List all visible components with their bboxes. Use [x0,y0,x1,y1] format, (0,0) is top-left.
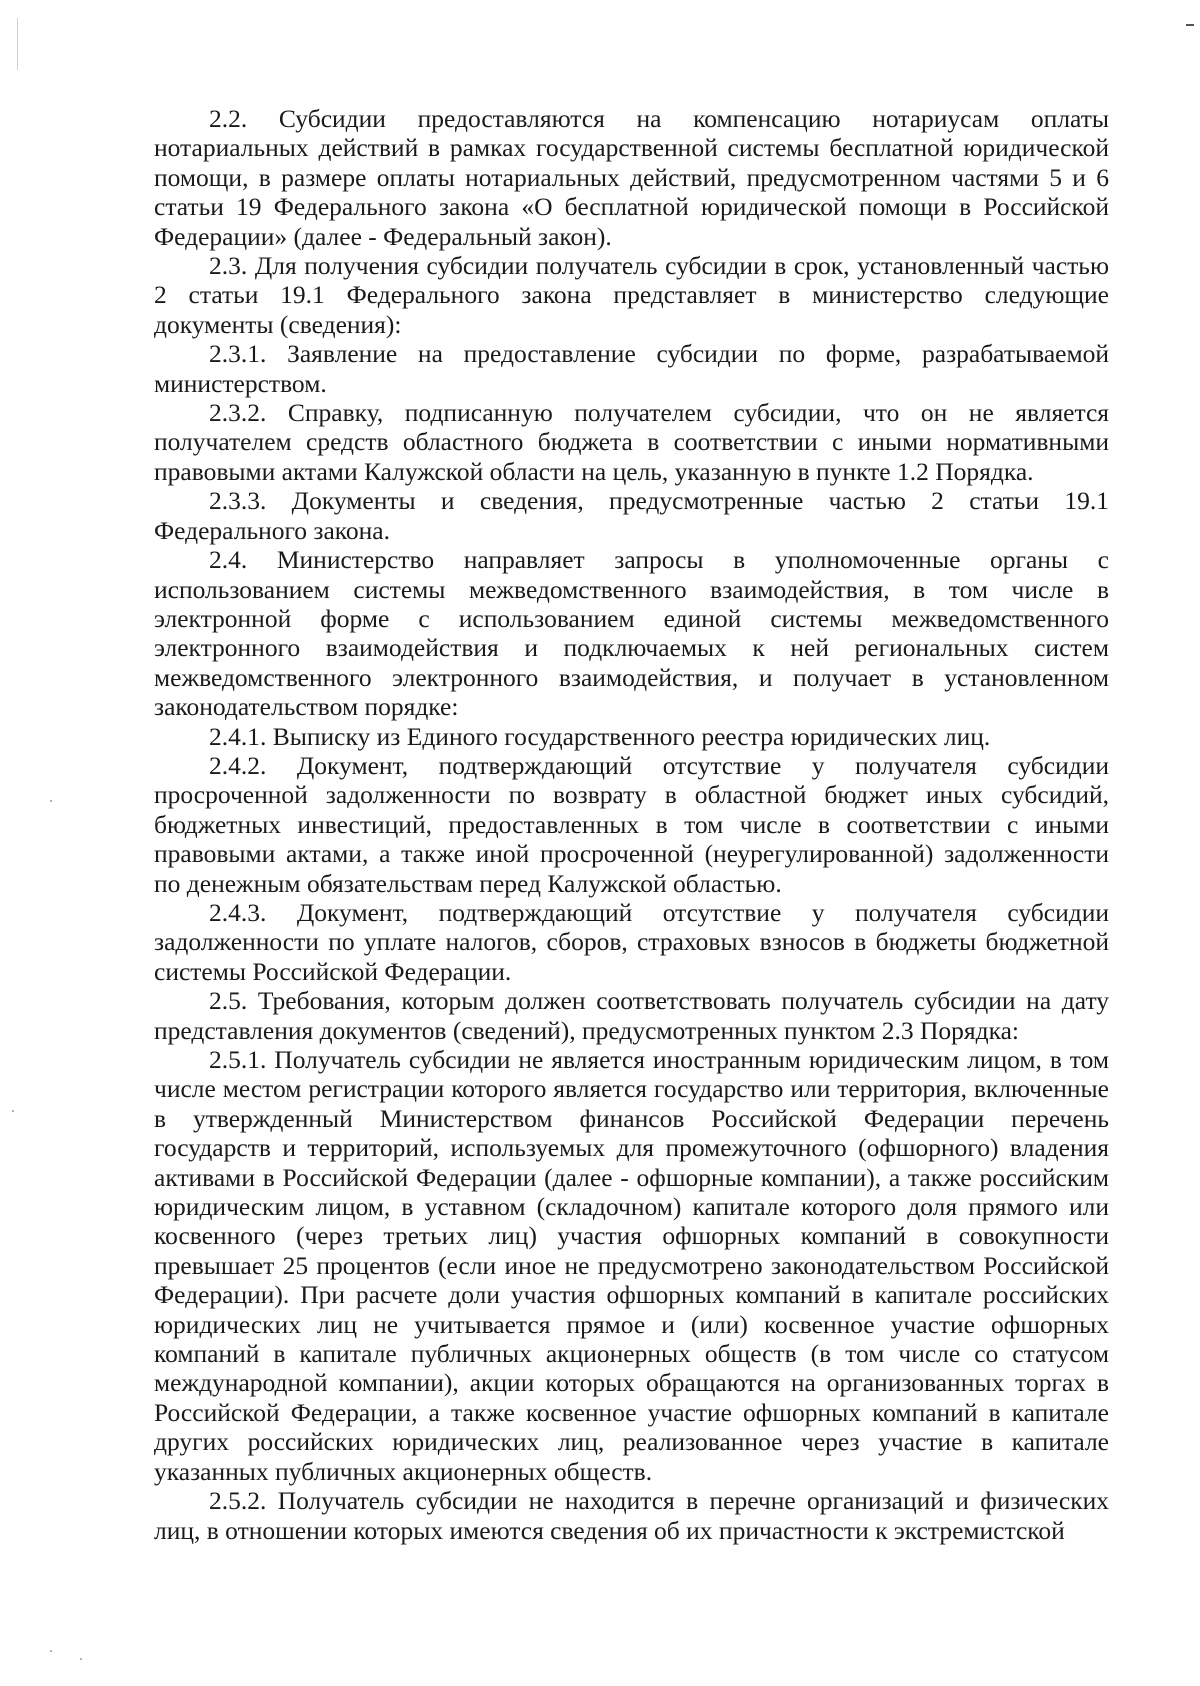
paragraph-2-3-3: 2.3.3. Документы и сведения, предусмотренные частью 2 статьи 19.1 Федерального закона. [154,486,1109,545]
scan-corner-mark [1186,24,1194,26]
paragraph-2-2: 2.2. Субсидии предоставляются на компенсацию нотариусам оплаты нотариальных действий в рамках государственной системы бесплатной юридической помощи, в размере оплаты нотариальных действий, предусмотренном частями 5 и 6 статьи 19 Федерального закона «О бесплатной юридической помощи в Российской Федерации» (далее - Федеральный закон). [154,104,1109,251]
paragraph-2-3-2: 2.3.2. Справку, подписанную получателем субсидии, что он не является получателем средств областного бюджета в соответствии с иными нормативными правовыми актами Калужской области на цель, указанную в пункте 1.2 Порядка. [154,398,1109,486]
paragraph-2-3-1: 2.3.1. Заявление на предоставление субсидии по форме, разрабатываемой министерством. [154,339,1109,398]
scan-speck [50,800,52,802]
paragraph-2-5: 2.5. Требования, которым должен соответствовать получатель субсидии на дату представления документов (сведений), предусмотренных пунктом 2.3 Порядка: [154,986,1109,1045]
document-body [154,104,1109,1545]
paragraph-2-4-2: 2.4.2. Документ, подтверждающий отсутствие у получателя субсидии просроченной задолженности по возврату в областной бюджет иных субсидий, бюджетных инвестиций, предоставленных в том числе в соответствии с иными правовыми актами, а также иной просроченной (неурегулированной) задолженности по денежным обязательствам перед Калужской областью. [154,750,1109,898]
scan-edge-mark [17,18,18,70]
paragraph-2-4: 2.4. Министерство направляет запросы в уполномоченные органы с использованием системы межведомственного взаимодействия, в том числе в электронной форме с использованием единой системы межведомственного электронного взаимодействия и подключаемых к ней региональных систем межведомственного электронного взаимодействия, и получает в установленном законодательством порядке: [154,545,1109,722]
paragraph-2-4-3: 2.4.3. Документ, подтверждающий отсутствие у получателя субсидии задолженности по уплате налогов, сборов, страховых взносов в бюджеты бюджетной системы Российской Федерации. [154,897,1109,986]
scan-speck [80,1658,82,1660]
paragraph-2-5-1: 2.5.1. Получатель субсидии не является иностранным юридическим лицом, в том числе местом регистрации которого является государство или территория, включенные в утвержденный Министерством финансов Российской Федерации перечень государств и территорий, используемых для промежуточного (офшорного) владения активами в Российской Федерации (далее - офшорные компании), а также российским юридическим лицом, в уставном (складочном) капитале которого доля прямого или косвенного (через третьих лиц) участия офшорных компаний в совокупности превышает 25 процентов (если иное не предусмотрено законодательством Российской Федерации). При расчете доли участия офшорных компаний в капитале российских юридических лиц не учитывается прямое и (или) косвенное участие офшорных компаний в капитале публичных акционерных обществ (в том числе со статусом международной компании), акции которых обращаются на организованных торгах в Российской Федерации, а также косвенное участие офшорных компаний в капитале других российских юридических лиц, реализованное через участие в капитале указанных публичных акционерных обществ. [154,1045,1109,1486]
paragraph-2-5-2: 2.5.2. Получатель субсидии не находится в перечне организаций и физических лиц, в отношении которых имеются сведения об их причастности к экстремистской [154,1486,1109,1545]
scan-speck [12,1110,14,1112]
scan-speck [50,1650,52,1652]
paragraph-2-4-1: 2.4.1. Выписку из Единого государственного реестра юридических лиц. [209,721,991,751]
paragraph-2-3: 2.3. Для получения субсидии получатель субсидии в срок, установленный частью 2 статьи 19.1 Федерального закона представляет в министерство следующие документы (сведения): [154,251,1109,339]
